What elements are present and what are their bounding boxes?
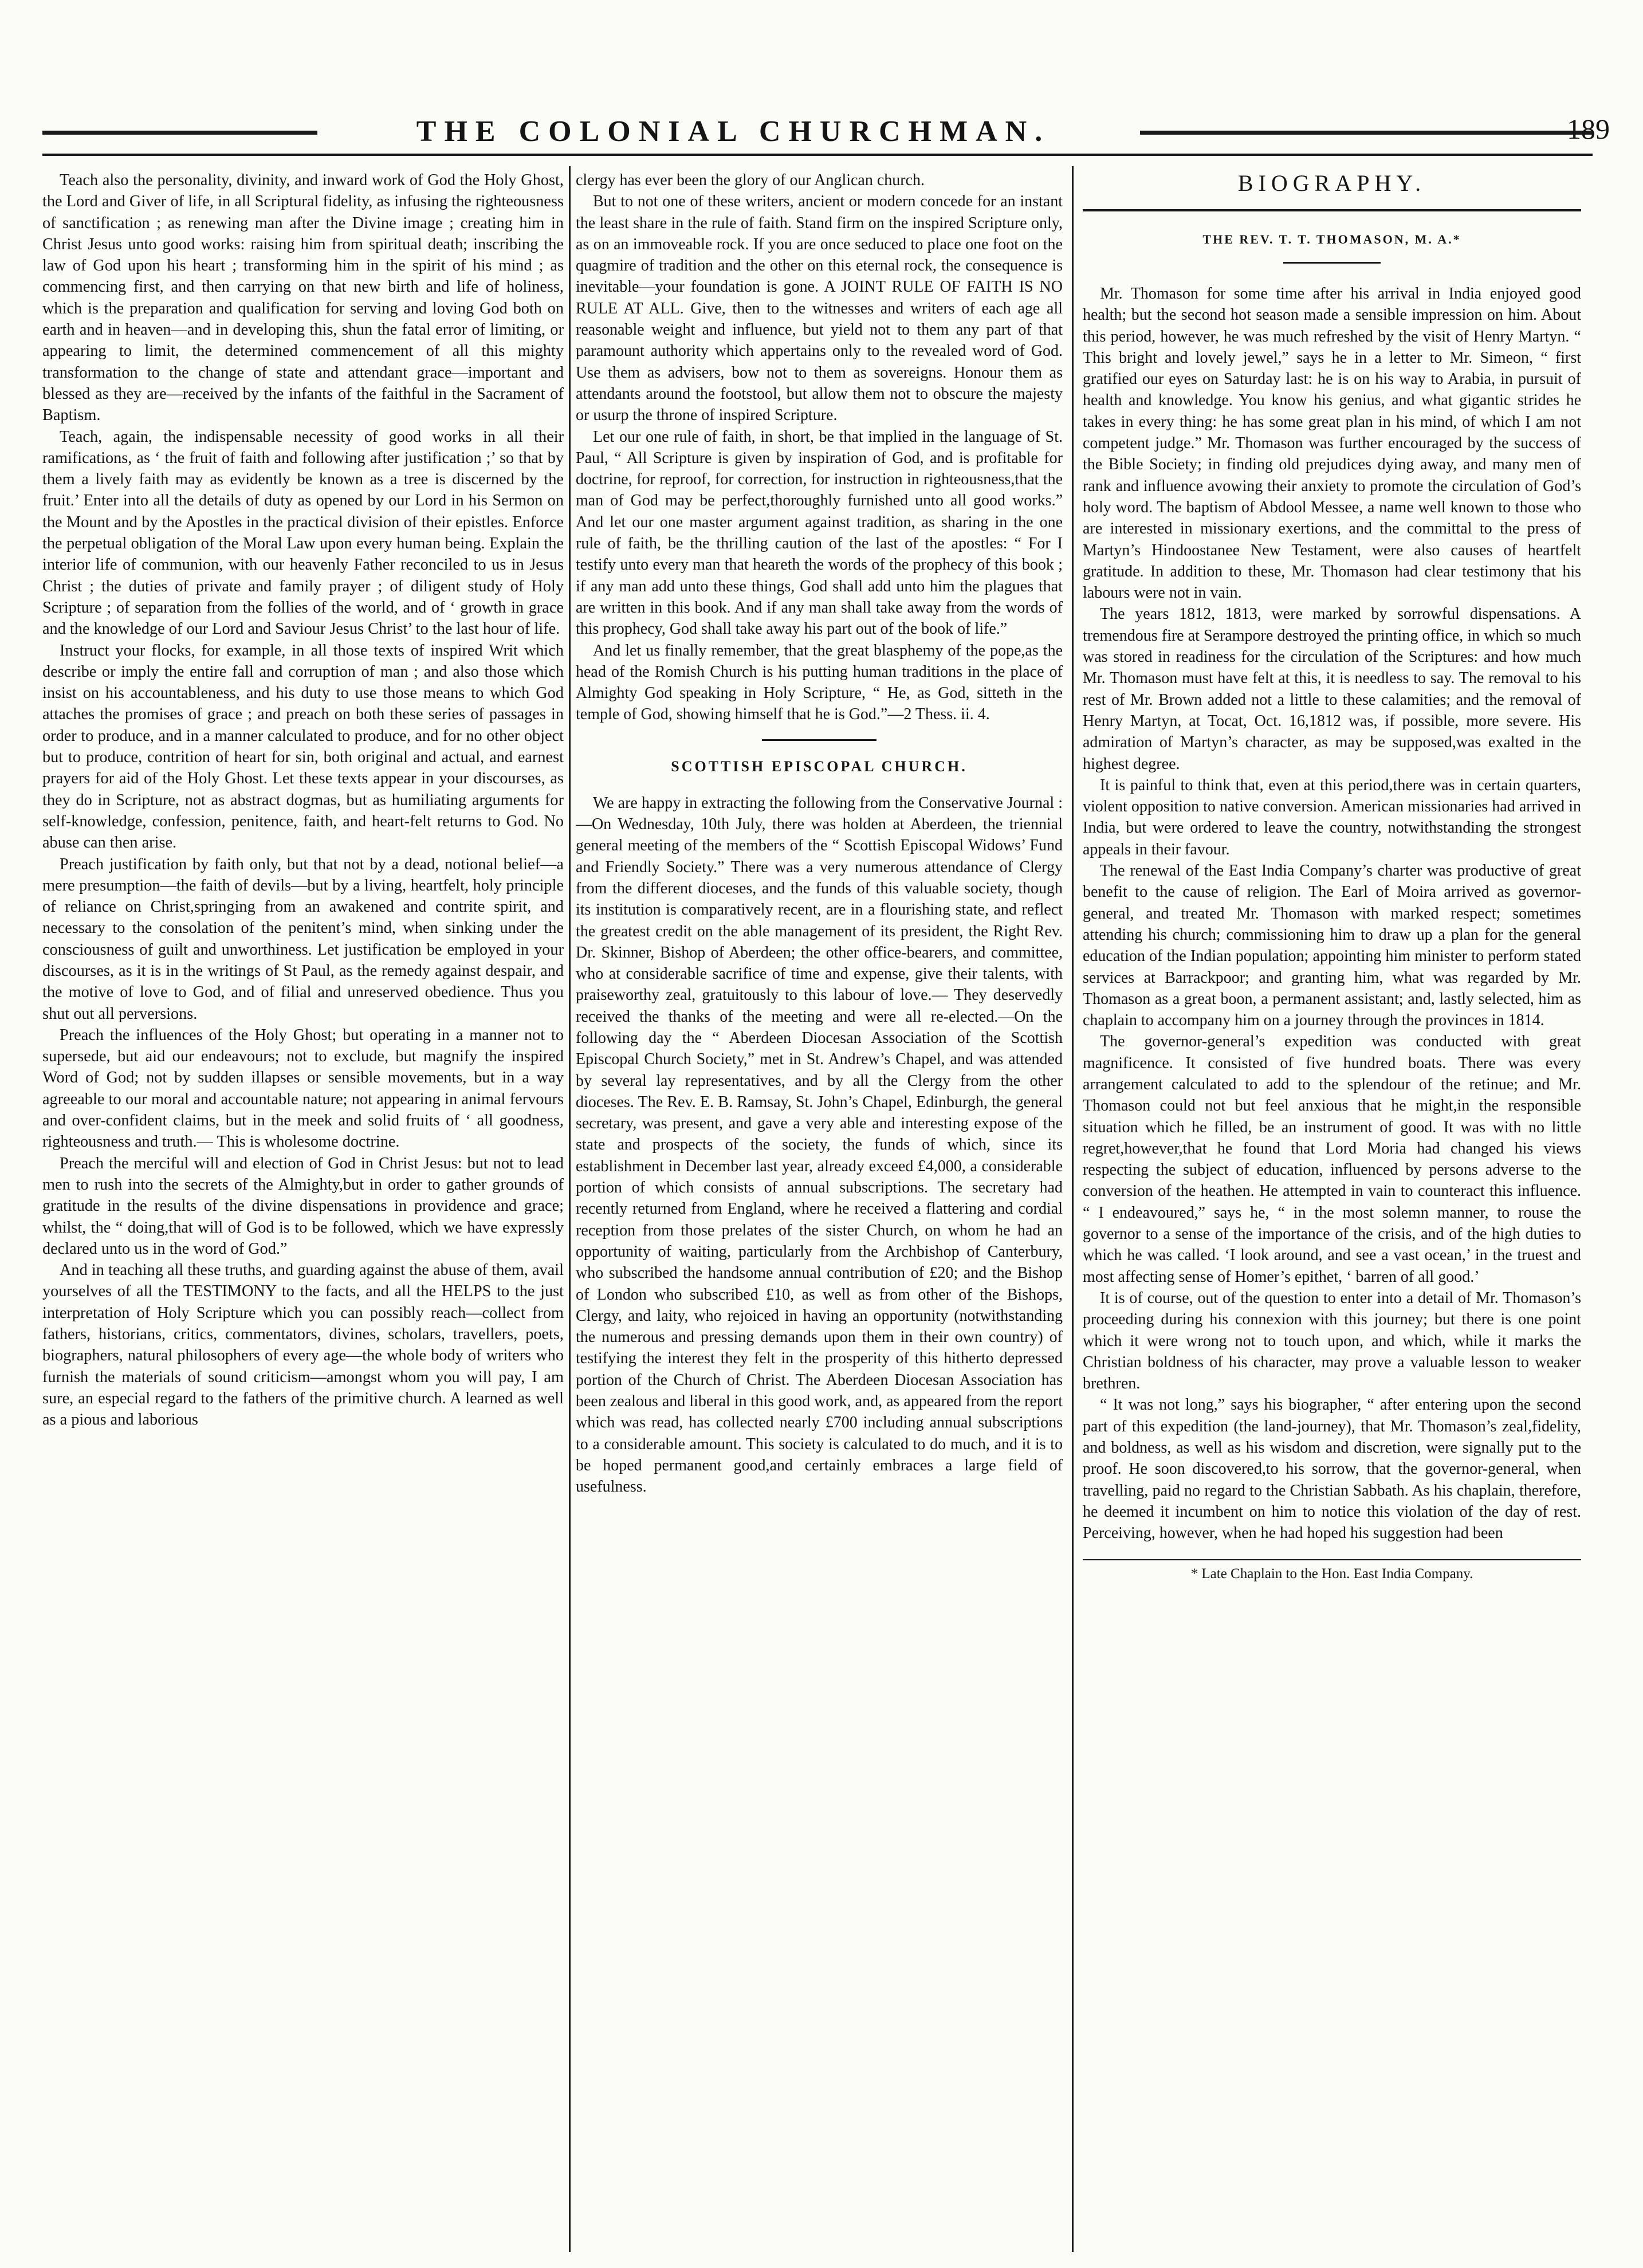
col3-paragraph: The years 1812, 1813, were marked by sorrowful dispensations. A tremendous fire at Serampore destroyed the printing office, in which so much was stored in readiness for the circulation of the Scriptures: and how much Mr. Thomason must have felt at this, it is needless to say. The removal to his rest of Mr. Brown added not a little to these calamities; and the removal of Henry Martyn, at Tocat, Oct. 16,1812 was, if possible, more severe. His admiration of Martyn’s character, as may be supposed,was exalted in the highest degree.	[1083, 605, 1581, 773]
col3-paragraph: It is painful to think that, even at this period,there was in certain quarters, violent opposition to native conversion. American missionaries had arrived in India, but were ordered to leave the country, notwithstanding the strongest appeals in their favour.	[1083, 776, 1581, 858]
section-heading-biography: BIOGRAPHY.	[1237, 170, 1426, 196]
col1-paragraph: Preach justification by faith only, but that not by a dead, notional belief—a mere presumption—the faith of devils—but by a living, heartfelt, holy principle of reliance on Christ,springing from an awakened and contrite spirit, and necessary to the consolation of the penitent’s mind, when sinking under the consciousness of guilt and unworthiness. Let justification be employed in your discourses, as it is in the writings of St Paul, as the remedy against despair, and the motive of love to God, and of filial and unreserved obedience. Thus you shut out all perversions.	[42, 855, 564, 1023]
col1-paragraph: Preach the merciful will and election of God in Christ Jesus: but not to lead men to rush into the secrets of the Almighty,but in order to gather grounds of gratitude in the results of the divine dispensations in providence and grace; whilst, the “ doing,that will of God is to be followed, which we have expressly declared unto us in the word of God.”	[42, 1154, 564, 1258]
col3-paragraph: The renewal of the East India Company’s charter was productive of great benefit to the cause of religion. The Earl of Moira arrived as governor-general, and treated Mr. Thomason with marked respect; sometimes attending his church; commissioning him to draw up a plan for the general education of the Indian population; appointing him minister to perform stated services at Barrackpoor; and granting him, what was regarded by Mr. Thomason as a great boon, a permanent assistant; and, lastly selected, him as chaplain to accompany him on a journey through the provinces in 1814.	[1083, 862, 1581, 1030]
col1-paragraph: Teach, again, the indispensable necessity of good works in all their ramifications, as ‘ the fruit of faith and following after justification ;’ so that by them a lively faith may as evidently be known as a tree is discerned by the fruit.’ Enter into all the details of duty as opened by our Lord in his Sermon on the Mount and by the Apostles in the practical division of their epistles. Enforce the perpetual obligation of the Moral Law upon every human being. Explain the interior life of communion, with our heavenly Father reconciled to us in Jesus Christ ; the duties of private and family prayer ; of diligent study of Holy Scripture ; of separation from the follies of the world, and of ‘ growth in grace and the knowledge of our Lord and Saviour Jesus Christ’ to the last hour of life.	[42, 427, 564, 638]
col3-paragraph: Mr. Thomason for some time after his arrival in India enjoyed good health; but the second hot season made a sensible impression on him. About this period, however, he was much refreshed by the visit of Henry Martyn. “ This bright and lovely jewel,” says he in a letter to Mr. Simeon, “ first gratified our eyes on Saturday last: he is on his way to Arabia, in pursuit of health and knowledge. You know his genius, and what gigantic strides he takes in every thing: he has some great plan in his mind, of which I am not competent judge.” Mr. Thomason was further encouraged by the success of the Bible Society; in finding old prejudices dying away, and many men of rank and influence avowing their anxiety to promote the circulation of God’s holy word. The baptism of Abdool Messee, a name well known to those who are interested in missionary exertions, and the committal to the press of Martyn’s Hindoostanee New Testament, were also causes of heartfelt gratitude. In addition to these, Mr. Thomason had clear testimony that his labours were not in vain.	[1083, 285, 1581, 602]
masthead-title: THE COLONIAL CHURCHMAN.	[416, 115, 1051, 148]
footnote-rule	[1083, 1559, 1581, 1560]
col2-paragraph: We are happy in extracting the following from the Conservative Journal :—On Wednesday, 10th July, there was holden at Aberdeen, the triennial general meeting of the members of the “ Scottish Episcopal Widows’ Fund and Friendly Society.” There was a very numerous attendance of Clergy from the different dioceses, and the funds of this valuable society, though its institution is comparatively recent, are in a flourishing state, and reflect the greatest credit on the able management of its president, the Right Rev. Dr. Skinner, Bishop of Aberdeen; the other office-bearers, and committee, who at considerable sacrifice of time and expense, give their talents, with praiseworthy zeal, gratuitously to this labour of love.— They deservedly received the thanks of the meeting and were all re-elected.—On the following day the “ Aberdeen Diocesan Association of the Scottish Episcopal Church Society,” met in St. Andrew’s Chapel, and was attended by several lay representatives, and by all the Clergy from the other dioceses. The Rev. E. B. Ramsay, St. John’s Chapel, Edinburgh, the general secretary, was present, and gave a very able and interesting expose of the state and prospects of the society, the funds of which, since its establishment in December last year, already exceed £4,000, a considerable portion of which consists of annual subscriptions. The secretary had recently returned from England, where he received a flattering and cordial reception from those prelates of the sister Church, on whom he had an opportunity of waiting, particularly from the Archbishop of Canterbury, who subscribed the handsome annual contribution of £20; and the Bishop of London who subscribed £10, as well as from other of the Bishops, Clergy, and laity, who rejoiced in having an opportunity (notwithstanding the numerous and pressing demands upon them in their own country) of testifying the interest they felt in the prosperity of this hitherto depressed portion of the Church of Christ. The Aberdeen Diocesan Association has been zealous and liberal in this good work, and, as appeared from the report which was read, has collected nearly £700 including annual subscriptions to a considerable amount. This society is calculated to do much, and it is to be hoped permanent good,and certainly embraces a large field of usefulness.	[576, 794, 1063, 1496]
section-divider	[762, 739, 876, 741]
col2-paragraph: And let us finally remember, that the great blasphemy of the pope,as the head of the Romish Church is his putting human traditions in the place of Almighty God speaking in Holy Scripture, “ He, as God, sitteth in the temple of God, showing himself that he is God.”—2 Thess. ii. 4.	[576, 641, 1063, 724]
col2-paragraph: Let our one rule of faith, in short, be that implied in the language of St. Paul, “ All Scripture is given by inspiration of God, and is profitable for doctrine, for reproof, for correction, for instruction in righteousness,that the man of God may be perfect,thoroughly furnished unto all good works.” And let our one master argument against tradition, as sharing in the one rule of faith, be the thrilling caution of the last of the apostles: “ For I testify unto every man that heareth the words of the prophecy of this book ; if any man add unto these things, God shall add unto him the plagues that are written in this book. And if any man shall take away from the words of this prophecy, God shall take away his part out of the book of life.”	[576, 427, 1063, 638]
biography-heading-rule	[1083, 209, 1581, 211]
subheading-rule	[1283, 262, 1381, 264]
biography-subheading: THE REV. T. T. THOMASON, M. A.*	[1202, 232, 1461, 246]
col1-paragraph: Preach the influences of the Holy Ghost; but operating in a manner not to supersede, but aid our endeavours; not to exclude, but magnify the inspired Word of God; not by sudden illapses or sensible movements, but in a way agreeable to our moral and accountable nature; not appearing in animal fervours and over-confident claims, but in the meek and solid fruits of ‘ all goodness, righteousness and truth.— This is wholesome doctrine.	[42, 1026, 564, 1151]
column-divider-1	[569, 166, 571, 2252]
col1-paragraph: Instruct your flocks, for example, in all those texts of inspired Writ which describe or imply the entire fall and corruption of man ; and also those which insist on his accountableness, and his duty to use those means to which God attaches the promises of grace ; and preach on both these series of passages in order to produce, and in a manner calculated to produce, and for no other object but to produce, contrition of heart for sin, both original and actual, and earnest prayers for aid of the Holy Ghost. Let these texts appear in your discourses, as they do in Scripture, not as abstract dogmas, but as humiliating arguments for self-knowledge, confession, penitence, faith, and heart-felt returns to God. No abuse can then arise.	[42, 641, 564, 852]
col1-paragraph: And in teaching all these truths, and guarding against the abuse of them, avail yourselves of all the TESTIMONY to the facts, and all the HELPS to the just interpretation of Holy Scripture which you can possibly reach—collect from fathers, historians, critics, commentators, divines, scholars, travellers, poets, biographers, natural philosophers of every age—the whole body of writers who furnish the materials of sound criticism—amongst whom you will pay, I am sure, an especial regard to the fathers of the primitive church. A learned as well as a pious and laborious	[42, 1261, 564, 1429]
col1-paragraph: Teach also the personality, divinity, and inward work of God the Holy Ghost, the Lord and Giver of life, in all Scriptural fidelity, as infusing the righteousness of sanctification ; as renewing man after the Divine image ; creating him in Christ Jesus unto good works: raising him from spiritual death; inscribing the law of God upon his heart ; transforming him in the spirit of his mind ; as commencing first, and then carrying on that new birth and life of holiness, which is the preparation and qualification for serving and loving God both on earth and in heaven—and in developing this, shun the fatal error of limiting, or appearing to limit, the determined commencement of all this mighty transformation to the change of state and attendant grace—important and blessed as they are—received by the infants of the faithful in the Sacrament of Baptism.	[42, 171, 564, 425]
section-heading-scottish: SCOTTISH EPISCOPAL CHURCH.	[671, 758, 968, 775]
page-number: 189	[1567, 113, 1610, 145]
col3-paragraph: The governor-general’s expedition was conducted with great magnificence. It consisted of five hundred boats. There was every arrangement calculated to add to the splendour of the retinue; and Mr. Thomason could not but feel anxious that he might,in the responsible situation which he filled, be an instrument of good. It was with no little regret,however,that he found that Lord Moria had changed his views respecting the subject of education, influenced by persons adverse to the conversion of the heathen. He attempted in vain to counteract this influence. “ I endeavoured,” says he, “ in the most solemn manner, to rouse the governor to a sense of the importance of the crisis, and of the high duties to which he was called. ‘I look around, and see a vast ocean,’ in the truest and most affecting sense of Homer’s epithet, ‘ barren of all good.’	[1083, 1033, 1581, 1286]
col2-paragraph: But to not one of these writers, ancient or modern concede for an instant the least share in the rule of faith. Stand firm on the inspired Scripture only, as on an immoveable rock. If you are once seduced to place one foot on the quagmire of tradition and the other on this eternal rock, the consequence is inevitable—your foundation is gone. A JOINT RULE OF FAITH IS NO RULE AT ALL. Give, then to the witnesses and writers of each age all reasonable weight and influence, but yield not to them any part of that paramount authority which appertains only to the revealed word of God. Use them as advisers, bow not to them as sovereigns. Honour them as attendants around the footstool, but allow them not to obscure the majesty or usurp the throne of inspired Scripture.	[576, 193, 1063, 425]
col2-paragraph-continued: clergy has ever been the glory of our Anglican church.	[576, 171, 925, 189]
masthead-underline	[42, 154, 1593, 156]
footnote: * Late Chaplain to the Hon. East India Company.	[1190, 1565, 1473, 1582]
column-divider-2	[1072, 166, 1074, 2252]
col3-paragraph: It is of course, out of the question to enter into a detail of Mr. Thomason’s proceeding during his connexion with this journey; but there is one point which it were wrong not to touch upon, and which, while it marks the Christian boldness of his character, may prove a valuable lesson to weaker brethren.	[1083, 1289, 1581, 1393]
column-left	[42, 170, 564, 2255]
top-rule-right	[1140, 131, 1593, 135]
column-middle	[576, 170, 1063, 2255]
column-right	[1083, 170, 1581, 2255]
col3-paragraph: “ It was not long,” says his biographer, “ after entering upon the second part of this expedition (the land-journey), that Mr. Thomason’s zeal,fidelity, and boldness, as well as his wisdom and discretion, were signally put to the proof. He soon discovered,to his sorrow, that the governor-general, when travelling, paid no regard to the Christian Sabbath. As his chaplain, therefore, he deemed it incumbent on him to notice this violation of the day of rest. Perceiving, however, when he had hoped his suggestion had been	[1083, 1396, 1581, 1543]
top-rule	[42, 131, 317, 135]
